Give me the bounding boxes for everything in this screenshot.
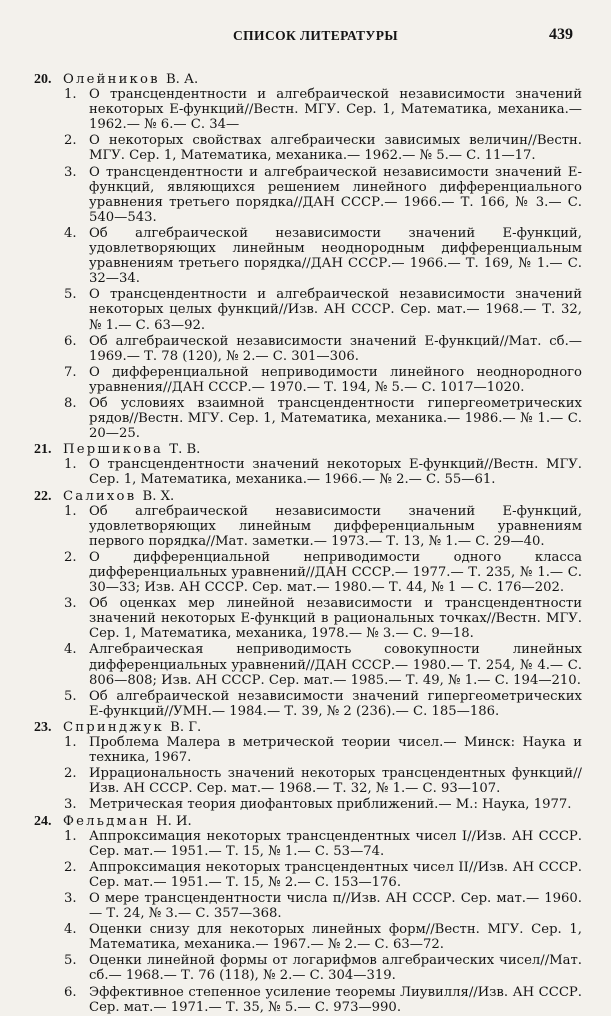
- reference-item: [64, 596, 582, 642]
- reference-text: Об алгебраической независимости значений Е-функций, удовлетворяющих линейным дифференциальным уравнениям первого порядка//Мат. заметки.— 1973.— Т. 13, № 1.— С. 29—40.: [89, 503, 582, 549]
- author-entry: [34, 72, 582, 441]
- reference-number: 4.: [64, 642, 77, 658]
- author-heading: [34, 442, 582, 457]
- author-entry: [34, 442, 582, 487]
- author-heading: [34, 72, 582, 87]
- reference-text: О дифференциальной неприводимости одного класса дифференциальных уравнений//ДАН СССР.— 1977.— Т. 235, № 1.— С. 30—33; Изв. АН СССР. Сер. мат.— 1980.— Т. 44, № 1 — С. 176—202.: [89, 549, 582, 596]
- reference-item: [64, 642, 582, 688]
- author-heading: [34, 489, 582, 504]
- running-head: [0, 28, 611, 50]
- reference-number: 5.: [64, 287, 77, 303]
- author-initials: В. Х.: [142, 488, 175, 504]
- reference-text: О некоторых свойствах алгебраически зависимых величин//Вестн. МГУ. Сер. 1, Математика, механика.— 1962.— № 5.— С. 11—17.: [89, 133, 582, 164]
- reference-item: [64, 364, 582, 395]
- reference-text: О трансцендентности и алгебраической независимости значений некоторых Е-функций//Вестн. МГУ. Сер. 1, Математика, механика.— 1962.— № 6.— С. 34—: [89, 87, 582, 133]
- author-surname: Салихов: [63, 488, 137, 504]
- reference-text: Эффективное степенное усиление теоремы Лиувилля//Изв. АН СССР. Сер. мат.— 1971.— Т. 35, № 5.— С. 973—990.: [89, 984, 582, 1015]
- reference-number: 6.: [64, 984, 77, 1000]
- reference-item: [64, 87, 582, 133]
- reference-item: [64, 164, 582, 225]
- reference-number: 2.: [64, 133, 77, 149]
- reference-text: О трансцендентности и алгебраической независимости значений некоторых целых функций//Изв. АН СССР. Сер. мат.— 1968.— Т. 32, № 1.— С. 63—92.: [89, 287, 582, 333]
- author-entry: [34, 489, 582, 719]
- reference-item: [64, 503, 582, 549]
- reference-text: Иррациональность значений некоторых трансцендентных функций//Изв. АН СССР. Сер. мат.— 1968.— Т. 32, № 1.— С. 93—107.: [89, 766, 582, 797]
- reference-item: [64, 922, 582, 953]
- author-initials: Н. И.: [156, 813, 192, 829]
- reference-number: 4.: [64, 922, 77, 938]
- reference-text: Метрическая теория диофантовых приближений.— М.: Наука, 1977.: [89, 797, 572, 813]
- reference-text: Об алгебраической независимости значений гипергеометрических Е-функций//УМН.— 1984.— Т. 39, № 2 (236).— С. 185—186.: [89, 688, 582, 719]
- reference-number: 6.: [64, 333, 77, 349]
- reference-item: [64, 984, 582, 1015]
- reference-item: [64, 688, 582, 719]
- reference-number: 5.: [64, 688, 77, 704]
- reference-number: 1.: [64, 87, 77, 103]
- reference-number: 1.: [64, 828, 77, 844]
- author-number: 21.: [34, 442, 52, 458]
- reference-text: Об алгебраической независимости значений Е-функций//Мат. сб.— 1969.— Т. 78 (120), № 2.— С. 301—306.: [89, 333, 582, 364]
- reference-item: [64, 953, 582, 984]
- reference-text: Проблема Малера в метрической теории чисел.— Минск: Наука и техника, 1967.: [89, 735, 582, 766]
- author-entry: [34, 814, 582, 1015]
- author-initials: В. А.: [165, 72, 199, 87]
- author-number: 22.: [34, 488, 52, 504]
- reference-number: 8.: [64, 395, 77, 411]
- author-entry: [34, 720, 582, 813]
- reference-text: Оценки линейной формы от логарифмов алгебраических чисел//Мат. сб.— 1968.— Т. 76 (118), № 2.— С. 304—319.: [89, 953, 582, 984]
- reference-item: [64, 133, 582, 164]
- author-initials: Т. В.: [169, 442, 201, 458]
- reference-number: 3.: [64, 890, 77, 906]
- reference-item: [64, 828, 582, 859]
- reference-number: 3.: [64, 797, 77, 813]
- reference-number: 2.: [64, 859, 77, 875]
- reference-text: Оценки снизу для некоторых линейных форм//Вестн. МГУ. Сер. 1, Математика, механика.— 1967.— № 2.— С. 63—72.: [89, 922, 582, 953]
- reference-text: Аппроксимация некоторых трансцендентных чисел I//Изв. АН СССР. Сер. мат.— 1951.— Т. 15, № 1.— С. 53—74.: [89, 828, 582, 859]
- reference-text: Аппроксимация некоторых трансцендентных чисел II//Изв. АН СССР. Сер. мат.— 1951.— Т. 15, № 2.— С. 153—176.: [89, 859, 582, 890]
- author-initials: В. Г.: [170, 719, 202, 735]
- reference-item: [64, 766, 582, 797]
- reference-number: 1.: [64, 457, 77, 473]
- reference-item: [64, 395, 582, 442]
- reference-item: [64, 287, 582, 333]
- author-surname: Олейников: [63, 72, 160, 87]
- author-heading: [34, 814, 582, 829]
- reference-item: [64, 890, 582, 922]
- reference-item: [64, 735, 582, 766]
- page-title: СПИСОК ЛИТЕРАТУРЫ: [233, 28, 399, 43]
- reference-number: 7.: [64, 364, 77, 380]
- reference-number: 3.: [64, 164, 77, 180]
- author-surname: Спринджук: [63, 719, 164, 735]
- author-surname: Першикова: [63, 442, 164, 458]
- reference-number: 1.: [64, 503, 77, 519]
- reference-text: Алгебраическая неприводимость совокупности линейных дифференциальных уравнений//ДАН СССР.— 1980.— Т. 254, № 4.— С. 806—808; Изв. АН СССР. Сер. мат.— 1985.— Т. 49, № 1.— С. 194—210.: [89, 642, 582, 688]
- reference-text: О трансцендентности значений некоторых Е-функций//Вестн. МГУ. Сер. 1, Математика, механика.— 1966.— № 2.— С. 55—61.: [89, 457, 582, 488]
- reference-item: [64, 225, 582, 287]
- reference-item: [64, 859, 582, 890]
- reference-item: [64, 457, 582, 488]
- reference-list: [34, 72, 582, 1016]
- reference-number: 2.: [64, 766, 77, 782]
- author-number: 23.: [34, 719, 52, 735]
- reference-item: [64, 797, 582, 813]
- reference-text: О дифференциальной неприводимости линейного неоднородного уравнения//ДАН СССР.— 1970.— Т. 194, № 5.— С. 1017—1020.: [89, 364, 582, 395]
- reference-text: О мере трансцендентности числа π//Изв. АН СССР. Сер. мат.— 1960.— Т. 24, № 3.— С. 357—368.: [89, 890, 582, 922]
- reference-item: [64, 549, 582, 596]
- reference-text: О трансцендентности и алгебраической независимости значений Е-функций, являющихся решением линейного дифференциального уравнения третьего порядка//ДАН СССР.— 1966.— Т. 166, № 3.— С. 540—543.: [89, 164, 582, 225]
- page-number: 439: [549, 26, 573, 43]
- reference-number: 4.: [64, 225, 77, 241]
- author-number: 20.: [34, 72, 52, 87]
- reference-number: 5.: [64, 953, 77, 969]
- author-surname: Фельдман: [63, 813, 150, 829]
- reference-number: 1.: [64, 735, 77, 751]
- reference-item: [64, 333, 582, 364]
- reference-number: 2.: [64, 549, 77, 565]
- reference-text: Об алгебраической независимости значений Е-функций, удовлетворяющих линейным неоднородным дифференциальным уравнениям третьего порядка//ДАН СССР.— 1966.— Т. 169, № 1.— С. 32—34.: [89, 225, 582, 287]
- author-heading: [34, 720, 582, 735]
- author-number: 24.: [34, 813, 52, 829]
- reference-text: Об оценках мер линейной независимости и трансцендентности значений некоторых Е-функций в рациональных точках//Вестн. МГУ. Сер. 1, Математика, механика, 1978.— № 3.— С. 9—18.: [89, 596, 582, 642]
- reference-text: Об условиях взаимной трансцендентности гипергеометрических рядов//Вестн. МГУ. Сер. 1, Математика, механика.— 1986.— № 1.— С. 20—25.: [89, 395, 582, 442]
- reference-number: 3.: [64, 596, 77, 612]
